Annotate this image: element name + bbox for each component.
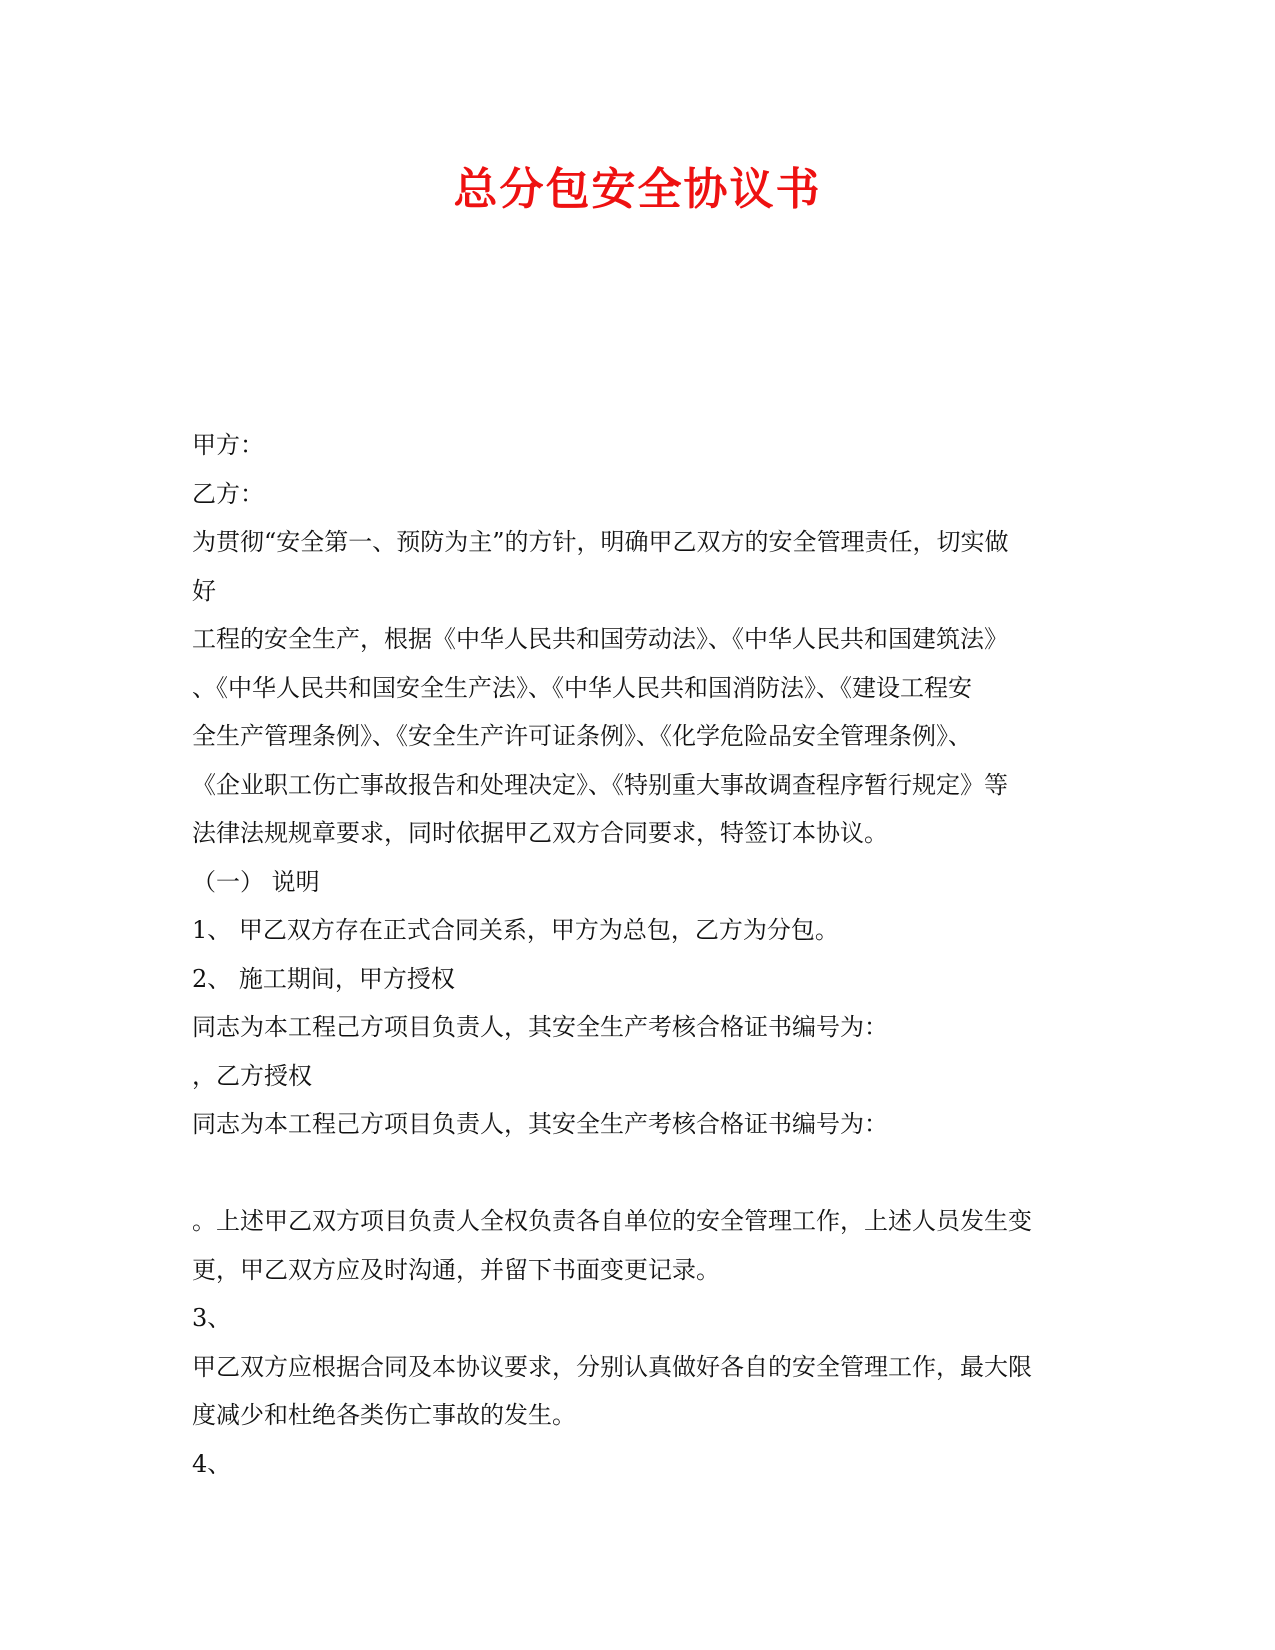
document-body (192, 421, 1084, 1488)
paragraph-line: 全生产管理条例》、《安全生产许可证条例》、《化学危险品安全管理条例》、 (192, 722, 972, 750)
paragraph-line: 为贯彻“安全第一、预防为主”的方针，明确甲乙双方的安全管理责任，切实做 (192, 528, 1009, 556)
party-a-line: 甲方： (192, 431, 264, 459)
paragraph-line: 更，甲乙双方应及时沟通，并留下书面变更记录。 (192, 1255, 720, 1284)
clause-1: 1、 甲乙双方存在正式合同关系，甲方为总包，乙方为分包。 (192, 916, 839, 944)
paragraph-line: 法律法规规章要求，同时依据甲乙双方合同要求，特签订本协议。 (192, 819, 888, 847)
paragraph-line: 《企业职工伤亡事故报告和处理决定》、《特别重大事故调查程序暂行规定》等 (192, 770, 1008, 799)
section-heading: （一） 说明 (192, 867, 320, 896)
blank-line (192, 1149, 1084, 1198)
paragraph-line: 同志为本工程己方项目负责人，其安全生产考核合格证书编号为： (192, 1110, 888, 1138)
paragraph-line: 工程的安全生产，根据《中华人民共和国劳动法》、《中华人民共和国建筑法》 (192, 625, 1008, 653)
document-title: 总分包安全协议书 (453, 164, 822, 215)
clause-4: 4、 (192, 1449, 232, 1478)
paragraph-line: 甲乙双方应根据合同及本协议要求，分别认真做好各自的安全管理工作，最大限 (192, 1352, 1032, 1381)
paragraph-line: 同志为本工程己方项目负责人，其安全生产考核合格证书编号为： (192, 1013, 888, 1041)
clause-3: 3、 (192, 1304, 232, 1332)
paragraph-line: ，乙方授权 (192, 1061, 312, 1090)
paragraph-line: 度减少和杜绝各类伤亡事故的发生。 (192, 1401, 576, 1429)
clause-2: 2、 施工期间，甲方授权 (192, 964, 455, 993)
party-b-line: 乙方： (192, 479, 264, 508)
paragraph-line: 好 (192, 576, 216, 605)
paragraph-line: 、《中华人民共和国安全生产法》、《中华人民共和国消防法》、《建设工程安 (192, 673, 972, 702)
paragraph-line: 。上述甲乙双方项目负责人全权负责各自单位的安全管理工作，上述人员发生变 (192, 1207, 1032, 1235)
